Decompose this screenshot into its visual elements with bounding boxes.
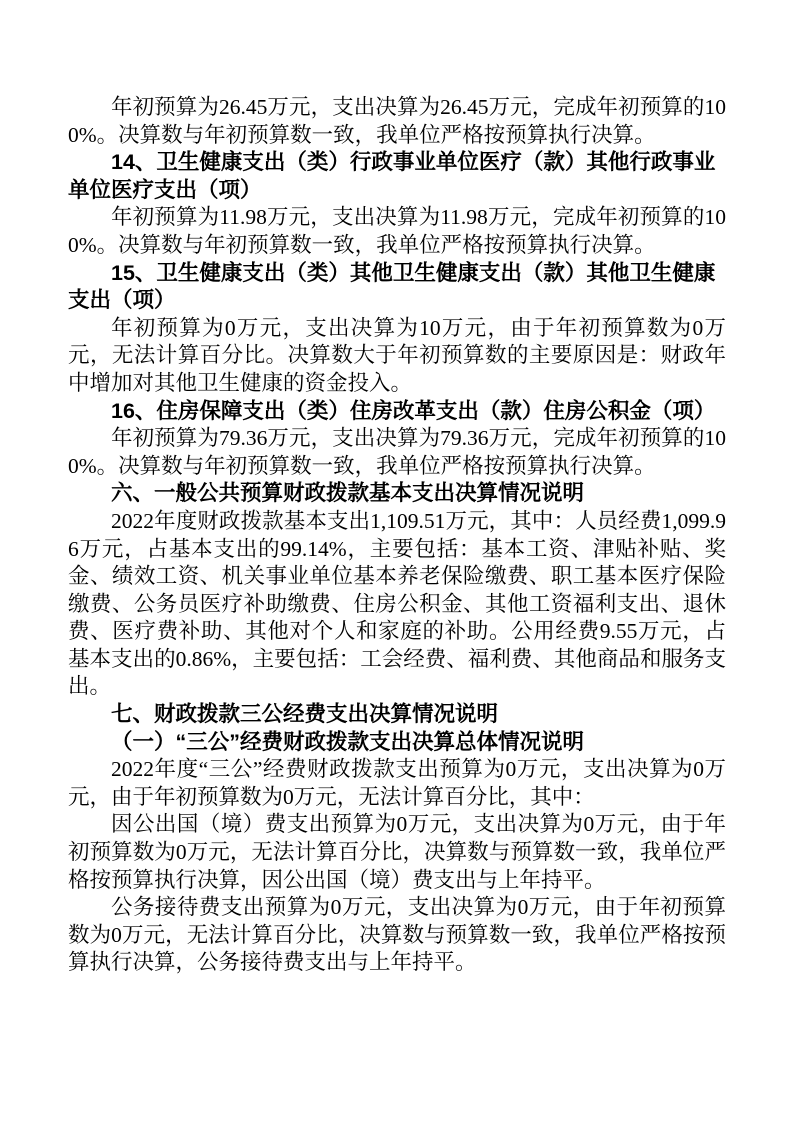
body-paragraph: 2022年度财政拨款基本支出1,109.51万元，其中：人员经费1,099.96万元，占基本支出的99.14%，主要包括：基本工资、津贴补贴、奖金、绩效工资、机关事业单位基本养老保险缴费、职工基本医疗保险缴费、公务员医疗补助缴费、住房公积金、其他工资福利支出、退休费、医疗费补助、其他对个人和家庭的补助。公用经费9.55万元，占基本支出的0.86%，主要包括：工会经费、福利费、其他商品和服务支出。 <box>68 508 726 699</box>
document-body <box>68 94 726 977</box>
body-paragraph: 年初预算为26.45万元，支出决算为26.45万元，完成年初预算的100%。决算数与年初预算数一致，我单位严格按预算执行决算。 <box>68 95 726 147</box>
body-paragraph: 公务接待费支出预算为0万元，支出决算为0万元，由于年初预算数为0万元，无法计算百分比，决算数与预算数一致，我单位严格按预算执行决算，公务接待费支出与上年持平。 <box>68 895 726 975</box>
section-heading: 14、卫生健康支出（类）行政事业单位医疗（款）其他行政事业单位医疗支出（项） <box>68 150 716 202</box>
section-heading: 六、一般公共预算财政拨款基本支出决算情况说明 <box>111 481 585 506</box>
body-paragraph: 年初预算为0万元，支出决算为10万元，由于年初预算数为0万元，无法计算百分比。决算数大于年初预算数的主要原因是：财政年中增加对其他卫生健康的资金投入。 <box>68 315 726 395</box>
body-paragraph: 2022年度“三公”经费财政拨款支出预算为0万元，支出决算为0万元，由于年初预算数为0万元，无法计算百分比，其中： <box>68 757 726 809</box>
section-heading: （一）“三公”经费财政拨款支出决算总体情况说明 <box>111 729 585 754</box>
section-heading: 16、住房保障支出（类）住房改革支出（款）住房公积金（项） <box>111 398 716 423</box>
body-paragraph: 因公出国（境）费支出预算为0万元，支出决算为0万元，由于年初预算数为0万元，无法计算百分比，决算数与预算数一致，我单位严格按预算执行决算，因公出国（境）费支出与上年持平。 <box>68 812 726 892</box>
section-heading: 七、财政拨款三公经费支出决算情况说明 <box>111 702 499 727</box>
body-paragraph: 年初预算为79.36万元，支出决算为79.36万元，完成年初预算的100%。决算数与年初预算数一致，我单位严格按预算执行决算。 <box>68 426 726 478</box>
section-heading: 15、卫生健康支出（类）其他卫生健康支出（款）其他卫生健康支出（项） <box>68 260 716 313</box>
body-paragraph: 年初预算为11.98万元，支出决算为11.98万元，完成年初预算的100%。决算数与年初预算数一致，我单位严格按预算执行决算。 <box>68 205 726 257</box>
